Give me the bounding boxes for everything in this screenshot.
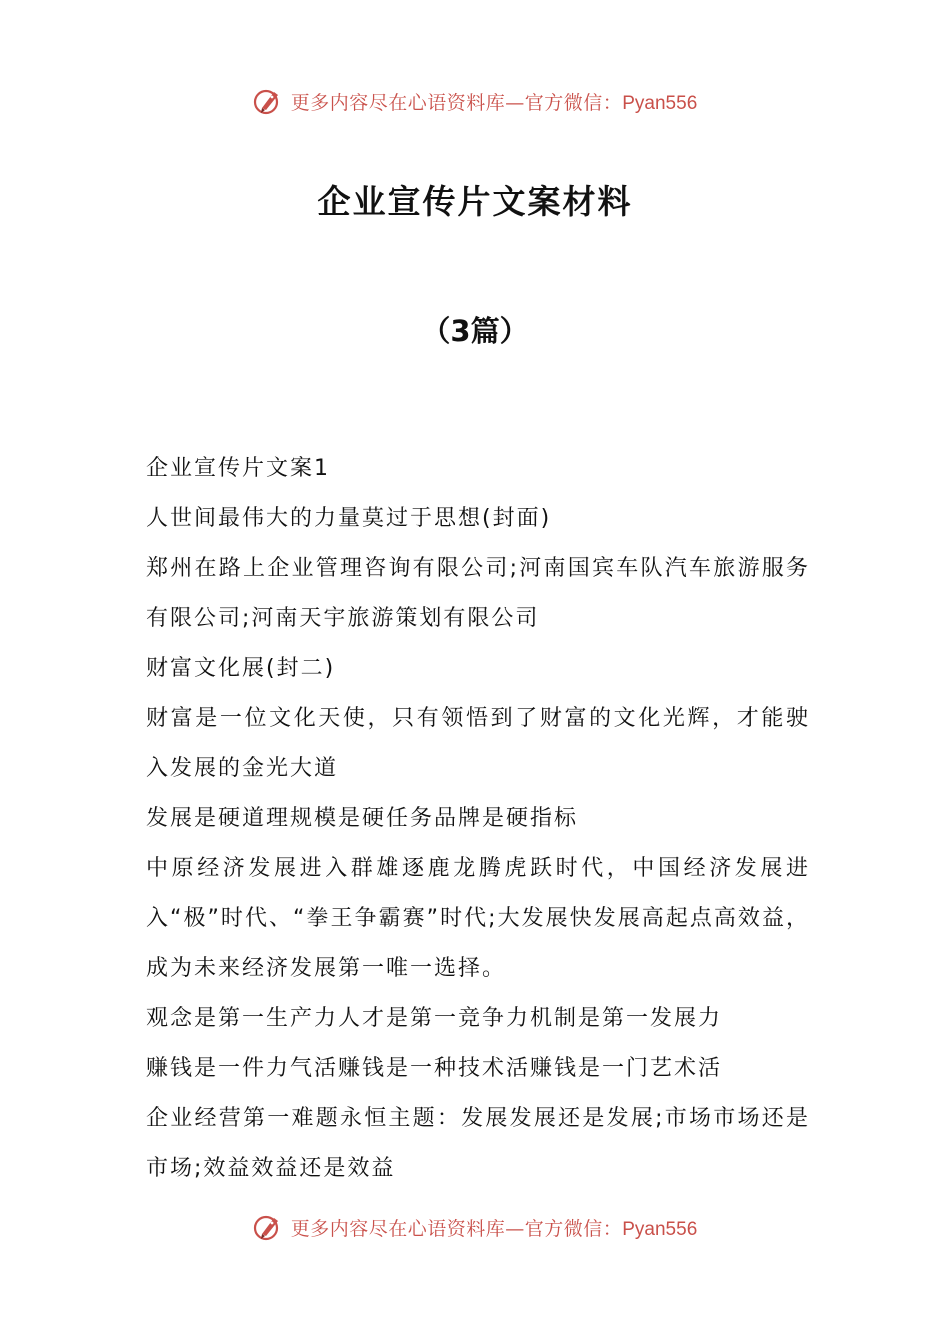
body-paragraph: 财富是一位文化天使，只有领悟到了财富的文化光辉，才能驶入发展的金光大道 — [146, 706, 810, 781]
body-paragraph: 赚钱是一件力气活赚钱是一种技术活赚钱是一门艺术活 — [146, 1056, 723, 1081]
pen-nib-logo-icon — [253, 86, 283, 116]
document-subtitle: （3篇） — [421, 314, 529, 348]
body-paragraph: 中原经济发展进入群雄逐鹿龙腾虎跃时代，中国经济发展进入“极”时代、“拳王争霸赛”时代;大发展快发展高起点高效益，成为未来经济发展第一唯一选择。 — [146, 856, 810, 981]
watermark-text: 更多内容尽在心语资料库—官方微信：Pyan556 — [290, 1217, 698, 1240]
section-heading: 企业宣传片文案1 — [146, 456, 330, 481]
watermark-text: 更多内容尽在心语资料库—官方微信：Pyan556 — [290, 91, 698, 114]
body-paragraph: 发展是硬道理规模是硬任务品牌是硬指标 — [146, 806, 579, 831]
pen-nib-logo-icon — [253, 1212, 283, 1242]
document-body — [146, 444, 810, 1194]
body-paragraph: 企业经营第一难题永恒主题：发展发展还是发展;市场市场还是市场;效益效益还是效益 — [146, 1106, 810, 1181]
watermark-header — [0, 86, 950, 116]
body-paragraph: 观念是第一生产力人才是第一竞争力机制是第一发展力 — [146, 1006, 723, 1031]
watermark-footer — [0, 1212, 950, 1242]
document-title: 企业宣传片文案材料 — [317, 182, 633, 221]
body-paragraph: 财富文化展(封二) — [146, 656, 336, 681]
body-paragraph: 郑州在路上企业管理咨询有限公司;河南国宾车队汽车旅游服务有限公司;河南天宇旅游策划有限公司 — [146, 556, 810, 631]
body-paragraph: 人世间最伟大的力量莫过于思想(封面) — [146, 506, 552, 531]
